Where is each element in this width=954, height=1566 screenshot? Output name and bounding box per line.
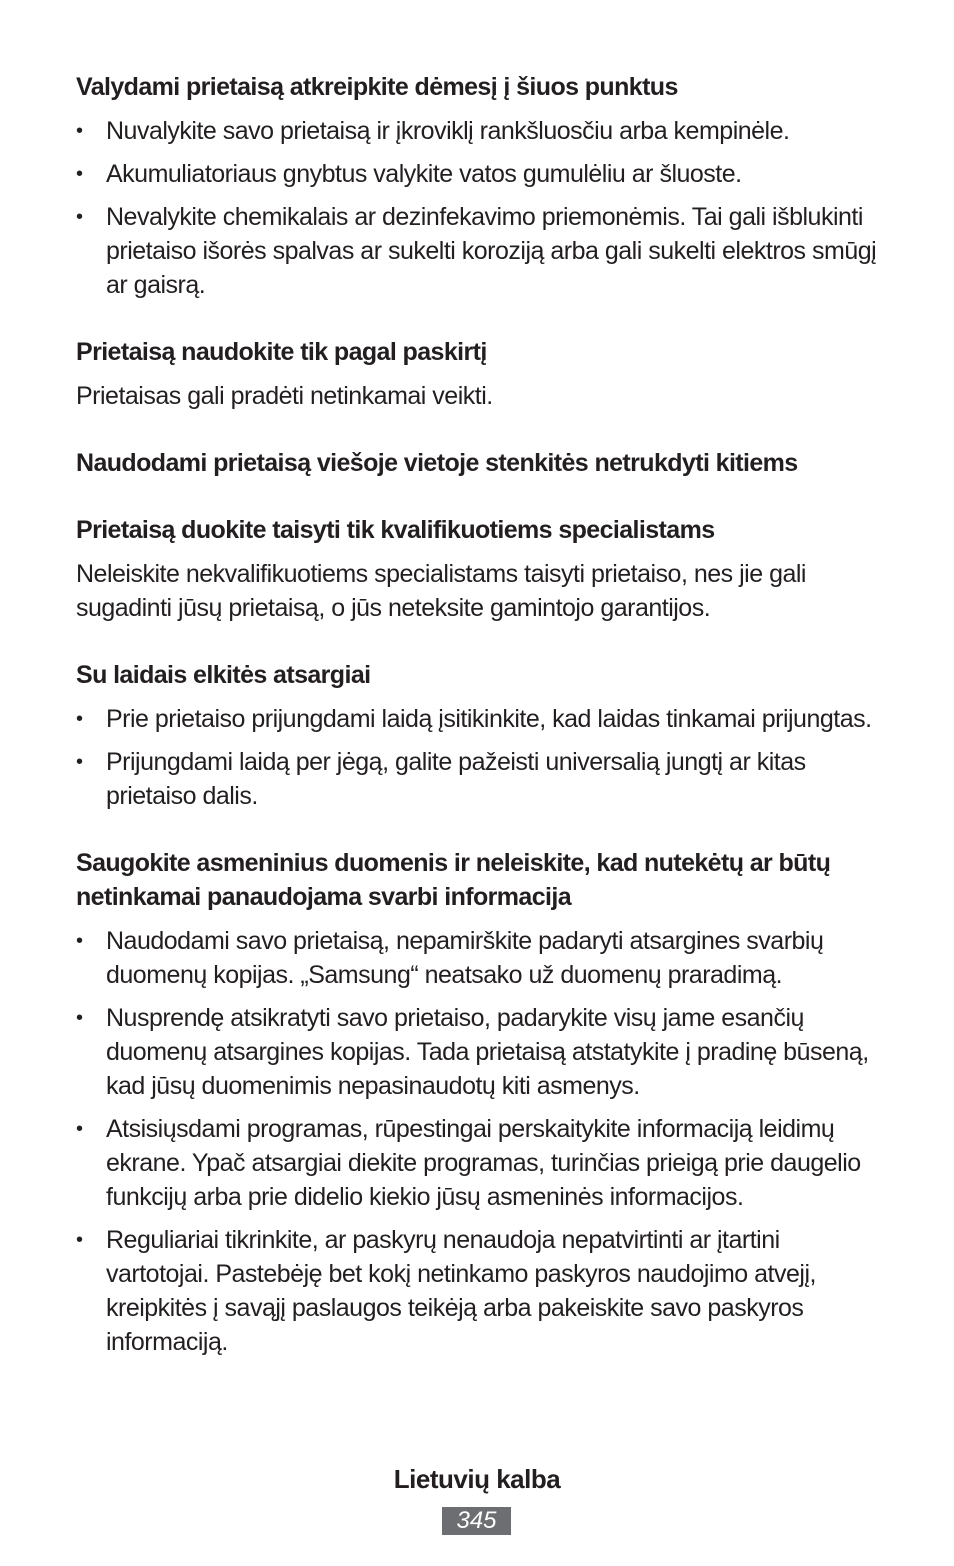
bullet-icon: • bbox=[76, 163, 83, 185]
bullet-list bbox=[76, 924, 886, 1359]
bullet-list bbox=[76, 114, 886, 302]
footer-language-label: Lietuvių kalba bbox=[393, 1464, 561, 1494]
bullet-icon: • bbox=[76, 751, 83, 773]
section-text: Neleiskite nekvalifikuotiems specialistams taisyti prietaiso, nes jie gali sugadinti jūsų prietaisą, o jūs neteksite gamintojo garantijos. bbox=[76, 560, 806, 622]
bullet-icon: • bbox=[76, 206, 83, 228]
bullet-list bbox=[76, 702, 886, 813]
section-heading: Saugokite asmeninius duomenis ir neleiskite, kad nutekėtų ar būtų netinkamai panaudojama svarbi informacija bbox=[76, 849, 831, 911]
list-item: • Prijungdami laidą per jėgą, galite pažeisti universalią jungtį ar kitas prietaiso dalis. bbox=[76, 745, 886, 813]
section-cleaning bbox=[76, 70, 886, 302]
section-heading: Prietaisą duokite taisyti tik kvalifikuotiems specialistams bbox=[76, 516, 715, 544]
section-heading: Su laidais elkitės atsargiai bbox=[76, 661, 371, 689]
section-heading: Prietaisą naudokite tik pagal paskirtį bbox=[76, 338, 487, 366]
list-item: • Naudodami savo prietaisą, nepamirškite padaryti atsargines svarbių duomenų kopijas. „Samsung“ neatsako už duomenų praradimą. bbox=[76, 924, 886, 992]
bullet-icon: • bbox=[76, 930, 83, 952]
page-number-badge: 345 bbox=[442, 1507, 511, 1535]
bullet-icon: • bbox=[76, 1229, 83, 1251]
section-public-use bbox=[76, 446, 886, 480]
list-item: • Nevalykite chemikalais ar dezinfekavimo priemonėmis. Tai gali išblukinti prietaiso išorės spalvas ar sukelti koroziją arba gali sukelti elektros smūgį ar gaisrą. bbox=[76, 200, 886, 302]
bullet-icon: • bbox=[76, 708, 83, 730]
section-heading: Valydami prietaisą atkreipkite dėmesį į šiuos punktus bbox=[76, 73, 678, 101]
list-item: • Prie prietaiso prijungdami laidą įsitikinkite, kad laidas tinkamai prijungtas. bbox=[76, 702, 886, 736]
section-personal-data bbox=[76, 846, 886, 1359]
document-body bbox=[76, 70, 886, 1392]
bullet-icon: • bbox=[76, 120, 83, 142]
section-intended-use bbox=[76, 335, 886, 413]
section-heading: Naudodami prietaisą viešoje vietoje stenkitės netrukdyti kitiems bbox=[76, 449, 798, 477]
list-item: • Akumuliatoriaus gnybtus valykite vatos gumulėliu ar šluoste. bbox=[76, 157, 886, 191]
list-item: • Nusprendę atsikratyti savo prietaiso, padarykite visų jame esančių duomenų atsargines kopijas. Tada prietaisą atstatykite į pradinę būseną, kad jūsų duomenimis nepasinaudotų kiti asmenys. bbox=[76, 1001, 886, 1103]
list-item: • Reguliariai tikrinkite, ar paskyrų nenaudoja nepatvirtinti ar įtartini vartotojai. Pastebėję bet kokį netinkamo paskyros naudojimo atvejį, kreipkitės į savąjį paslaugos teikėją arba pakeiskite savo paskyros informaciją. bbox=[76, 1223, 886, 1359]
list-item: • Atsisiųsdami programas, rūpestingai perskaitykite informaciją leidimų ekrane. Ypač atsargiai diekite programas, turinčias prieigą prie daugelio funkcijų arba prie didelio kiekio jūsų asmeninės informacijos. bbox=[76, 1112, 886, 1214]
bullet-icon: • bbox=[76, 1007, 83, 1029]
bullet-icon: • bbox=[76, 1118, 83, 1140]
section-repair bbox=[76, 513, 886, 625]
section-cables bbox=[76, 658, 886, 813]
list-item: • Nuvalykite savo prietaisą ir įkroviklį rankšluosčiu arba kempinėle. bbox=[76, 114, 886, 148]
section-text: Prietaisas gali pradėti netinkamai veikti. bbox=[76, 382, 493, 410]
